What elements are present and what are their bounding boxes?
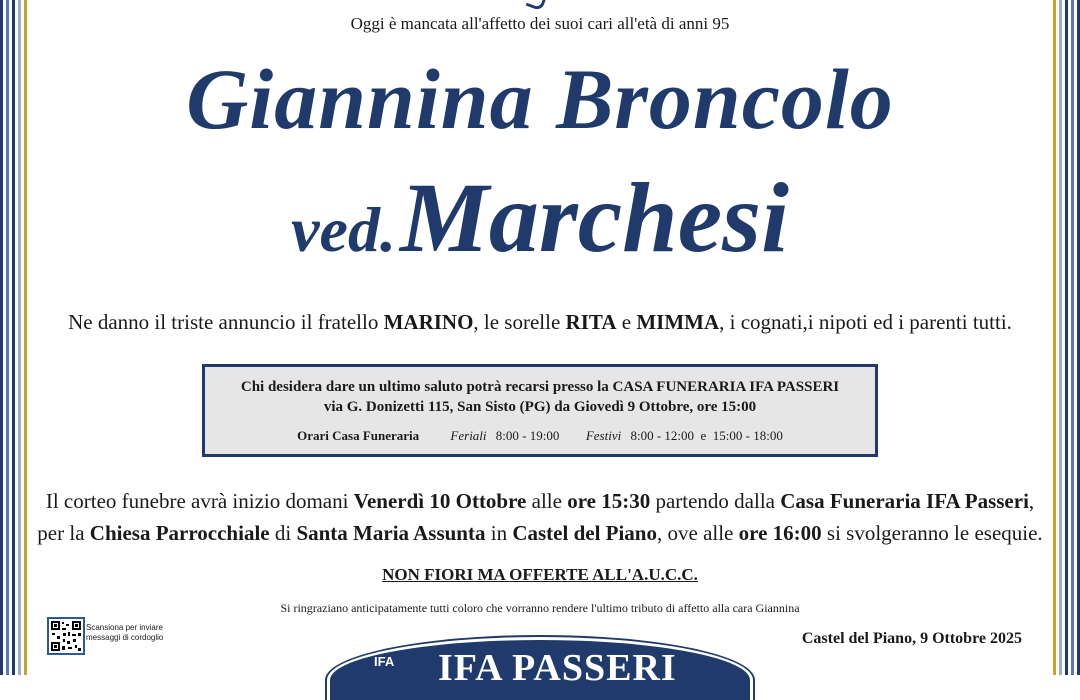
cortege-origin: Casa Funeraria IFA Passeri xyxy=(780,489,1029,513)
cortege-text: di xyxy=(269,521,297,545)
cortege-text: , ove alle xyxy=(657,521,739,545)
holiday-hours: 8:00 - 12:00 e 15:00 - 18:00 xyxy=(630,428,783,443)
cortege-time: ore 15:30 xyxy=(567,489,651,513)
cortege-text: in xyxy=(485,521,513,545)
cortege-line-1 xyxy=(0,485,1080,517)
deceased-name: Giannina Broncolo xyxy=(186,51,894,147)
weekday-label: Feriali xyxy=(450,428,487,443)
holiday-label: Festivi xyxy=(585,428,622,443)
qr-code[interactable] xyxy=(47,617,85,655)
cortege-parish: Santa Maria Assunta xyxy=(296,521,486,545)
deceased-married-name xyxy=(0,162,1080,273)
cortege-line-2 xyxy=(0,517,1080,549)
announce-sister: MIMMA xyxy=(636,310,720,334)
announce-text: , le sorelle xyxy=(473,310,566,334)
visitation-address: via G. Donizetti 115, San Sisto (PG) da Giovedì 9 Ottobre, ore 15:00 xyxy=(323,399,757,415)
qr-caption-line: Scansiona per inviare xyxy=(86,623,163,632)
weekday-hours: 8:00 - 19:00 xyxy=(495,428,560,443)
place-and-date: Castel del Piano, 9 Ottobre 2025 xyxy=(801,630,1022,647)
hours-label: Orari Casa Funeraria xyxy=(297,428,420,443)
logo-text: IFA PASSERI xyxy=(438,647,677,689)
laurel-emblem-icon xyxy=(374,654,426,684)
announce-text: e xyxy=(616,310,637,334)
age-line: Oggi è mancata all'affetto dei suoi cari all'età di anni 95 xyxy=(350,14,730,33)
logo-mark-text: IFA xyxy=(374,654,395,669)
cortege-text: partendo dalla xyxy=(650,489,781,513)
funeral-procession-text xyxy=(0,485,1080,549)
thanks-line: Si ringraziano anticipatamente tutti coloro che vorranno rendere l'ultimo tributo di affetto alla cara Giannina xyxy=(280,601,800,615)
opening-hours xyxy=(205,428,875,444)
cortege-church: Chiesa Parrocchiale xyxy=(89,521,270,545)
cortege-text: , xyxy=(1028,489,1035,513)
qr-caption xyxy=(86,623,163,643)
cortege-text: si svolgeranno le esequie. xyxy=(821,521,1043,545)
qr-caption-line: messaggi di cordoglio xyxy=(86,633,164,642)
married-surname: Marchesi xyxy=(399,162,789,273)
visitation-box xyxy=(202,364,878,457)
qr-code-icon xyxy=(49,619,83,653)
announcement xyxy=(0,310,1080,335)
widow-prefix: ved. xyxy=(291,194,396,265)
donation-note: NON FIORI MA OFFERTE ALL'A.U.C.C. xyxy=(382,565,698,584)
announce-sister: RITA xyxy=(565,310,617,334)
cortege-text: alle xyxy=(526,489,568,513)
cortege-town: Castel del Piano xyxy=(512,521,657,545)
announce-text: , i cognati,i nipoti ed i parenti tutti. xyxy=(719,310,1012,334)
cortege-date: Venerdì 10 Ottobre xyxy=(353,489,527,513)
cortege-text: Il corteo funebre avrà inizio domani xyxy=(45,489,354,513)
announce-brother: MARINO xyxy=(383,310,474,334)
announce-text: Ne danno il triste annuncio il fratello xyxy=(68,310,384,334)
funeral-time: ore 16:00 xyxy=(738,521,822,545)
visitation-line: Chi desidera dare un ultimo saluto potrà recarsi presso la CASA FUNERARIA IFA PASSERI xyxy=(240,379,840,395)
cortege-text: per la xyxy=(37,521,90,545)
